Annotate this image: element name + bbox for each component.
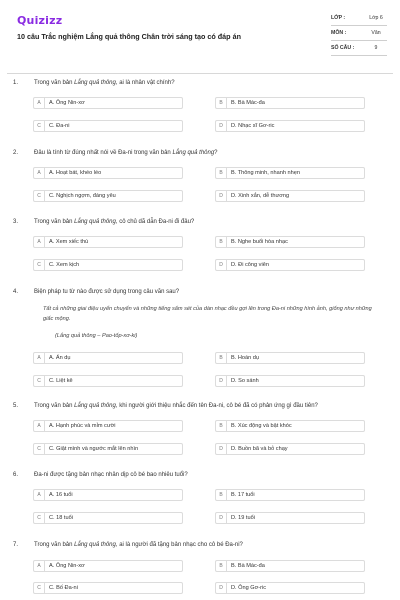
option-text: C. Đa-ni <box>49 123 70 129</box>
option-c[interactable] <box>33 375 183 387</box>
option-b[interactable] <box>215 236 365 248</box>
question-text <box>34 80 175 86</box>
option-text: B. Bà Mác-đa <box>231 100 265 106</box>
option-c[interactable] <box>33 190 183 202</box>
option-letter: C <box>34 376 45 387</box>
option-d[interactable] <box>215 375 365 387</box>
question-text <box>34 472 188 478</box>
meta-count-label: SỐ CÂU : <box>331 45 355 51</box>
option-text: D. So sánh <box>231 378 259 384</box>
option-text: A. Ông Nin-xơ <box>49 563 85 569</box>
option-letter: A <box>34 490 45 501</box>
option-a[interactable] <box>33 352 183 364</box>
option-text: B. 17 tuổi <box>231 492 255 498</box>
question-text-post: , ai là người đã tặng bản nhạc cho cô bé Đa-ni? <box>115 542 243 548</box>
option-letter: A <box>34 98 45 109</box>
option-text: A. Hạnh phúc và mỉm cười <box>49 423 116 429</box>
meta-subject-value: Văn <box>371 30 381 36</box>
option-letter: A <box>34 168 45 179</box>
option-b[interactable] <box>215 97 365 109</box>
question-text <box>34 403 318 409</box>
option-letter: B <box>216 237 227 248</box>
meta-count-row <box>331 41 387 56</box>
option-letter: A <box>34 237 45 248</box>
option-text: C. 18 tuổi <box>49 515 73 521</box>
option-a[interactable] <box>33 167 183 179</box>
option-b[interactable] <box>215 167 365 179</box>
option-letter: C <box>34 583 45 594</box>
option-letter: B <box>216 561 227 572</box>
question-text-title: Lắng quả thông <box>74 542 116 548</box>
option-letter: D <box>216 583 227 594</box>
option-a[interactable] <box>33 489 183 501</box>
meta-subject-row <box>331 26 387 41</box>
option-letter: D <box>216 191 227 202</box>
quoted-passage: Tất cả những giai điệu uyển chuyển và những tiếng sấm sét của dàn nhạc đều gợi lên trong Đa-ni những hình ảnh, giống như những giấc mộng. <box>43 306 372 322</box>
question-number: 7. <box>13 542 19 548</box>
question-number: 1. <box>13 80 19 86</box>
question-text-pre: Trong văn bản <box>34 219 75 225</box>
option-text: B. Bà Mác-đa <box>231 563 265 569</box>
option-text: C. Xem kịch <box>49 262 80 268</box>
question-text-pre: Trong văn bản <box>34 80 75 86</box>
question-text-pre: Trong văn bản <box>34 542 75 548</box>
question-text-title: Lắng quả thông <box>74 219 116 225</box>
option-letter: C <box>34 191 45 202</box>
option-b[interactable] <box>215 489 365 501</box>
quizizz-logo: Quizizz <box>17 14 63 27</box>
option-b[interactable] <box>215 420 365 432</box>
option-letter: D <box>216 121 227 132</box>
meta-count-value: 9 <box>374 45 378 51</box>
option-letter: A <box>34 421 45 432</box>
option-letter: D <box>216 444 227 455</box>
option-text: A. Ông Nin-xơ <box>49 100 85 106</box>
option-text: B. Thông minh, nhanh nhẹn <box>231 170 300 176</box>
option-text: B. Nghe buổi hòa nhạc <box>231 239 288 245</box>
option-text: A. Xem xiếc thú <box>49 239 89 245</box>
option-d[interactable] <box>215 259 365 271</box>
question-text-title: Lắng quả thông <box>74 403 116 409</box>
option-letter: B <box>216 490 227 501</box>
option-text: D. Nhạc sĩ Gơ-ric <box>231 123 275 129</box>
option-letter: D <box>216 513 227 524</box>
option-text: D. Xinh xắn, dễ thương <box>231 193 290 199</box>
option-a[interactable] <box>33 560 183 572</box>
question-number: 6. <box>13 472 19 478</box>
question-number: 3. <box>13 219 19 225</box>
option-text: C. Nghịch ngợm, đáng yêu <box>49 193 116 199</box>
option-text: A. 16 tuổi <box>49 492 73 498</box>
option-letter: B <box>216 168 227 179</box>
option-text: D. Ông Gơ-ric <box>231 585 267 591</box>
question-text <box>34 542 243 548</box>
option-text: C. Bố Đa-ni <box>49 585 78 591</box>
question-text-post: , cô chủ dã dẫn Đa-ni đi đâu? <box>115 219 195 225</box>
question-text-post: , khi người giới thiệu nhắc đến tên Đa-ni, cô bé đã có phản ứng gì đầu tiên? <box>115 403 318 409</box>
option-a[interactable] <box>33 236 183 248</box>
option-text: A. Hoạt bát, khéo léo <box>49 170 102 176</box>
meta-class-value: Lớp 6 <box>369 15 383 21</box>
option-letter: A <box>34 353 45 364</box>
question-text-pre: Đa-ni được tặng bản nhạc nhân dịp cô bé bao nhiêu tuổi? <box>34 472 188 478</box>
question-text-pre: Trong văn bản <box>34 403 75 409</box>
option-d[interactable] <box>215 512 365 524</box>
question-text-pre: Đâu là tính từ đúng nhất nói về Đa-ni trong văn bản <box>34 150 173 156</box>
option-text: C. Liệt kê <box>49 378 73 384</box>
option-letter: C <box>34 121 45 132</box>
question-text-title: Lắng quả thông <box>74 80 116 86</box>
question-text <box>34 150 218 156</box>
option-c[interactable] <box>33 120 183 132</box>
option-b[interactable] <box>215 560 365 572</box>
option-letter: A <box>34 561 45 572</box>
option-d[interactable] <box>215 443 365 455</box>
option-text: B. Hoán dụ <box>231 355 259 361</box>
worksheet-title: 10 câu Trắc nghiệm Lắng quả thông Chân trời sáng tạo có đáp án <box>17 32 241 41</box>
question-text-title: Lắng quả thông <box>172 150 215 156</box>
question-text <box>34 289 179 295</box>
meta-subject-label: MÔN : <box>331 30 347 36</box>
meta-class-label: LỚP : <box>331 15 346 21</box>
option-text: D. Buồn bã và bỏ chạy <box>231 446 288 452</box>
option-text: D. Đi công viên <box>231 262 269 268</box>
question-text-post: ? <box>214 150 218 156</box>
option-b[interactable] <box>215 352 365 364</box>
worksheet-header <box>0 0 400 70</box>
option-d[interactable] <box>215 190 365 202</box>
option-c[interactable] <box>33 443 183 455</box>
option-letter: C <box>34 260 45 271</box>
option-text: B. Xúc động và bật khóc <box>231 423 292 429</box>
option-letter: C <box>34 444 45 455</box>
option-letter: D <box>216 260 227 271</box>
option-c[interactable] <box>33 259 183 271</box>
option-text: A. Ẩn dụ <box>49 355 71 361</box>
question-text <box>34 219 194 225</box>
option-c[interactable] <box>33 512 183 524</box>
option-d[interactable] <box>215 582 365 594</box>
option-c[interactable] <box>33 582 183 594</box>
question-text-post: , ai là nhân vật chính? <box>115 80 175 86</box>
passage-source: (Lắng quả thông – Pao-tốp-xơ-ki) <box>55 333 138 339</box>
question-number: 2. <box>13 150 19 156</box>
header-divider <box>7 73 393 74</box>
option-letter: B <box>216 353 227 364</box>
option-letter: B <box>216 98 227 109</box>
question-text-pre: Biện pháp tu từ nào được sử dụng trong câu văn sau? <box>34 289 180 295</box>
option-letter: D <box>216 376 227 387</box>
question-number: 5. <box>13 403 19 409</box>
option-d[interactable] <box>215 120 365 132</box>
option-letter: C <box>34 513 45 524</box>
question-number: 4. <box>13 289 19 295</box>
option-a[interactable] <box>33 420 183 432</box>
worksheet-meta <box>331 11 387 56</box>
meta-class-row <box>331 11 387 26</box>
option-text: D. 19 tuổi <box>231 515 255 521</box>
option-a[interactable] <box>33 97 183 109</box>
option-text: C. Giật mình và ngước mắt lên nhìn <box>49 446 139 452</box>
option-letter: B <box>216 421 227 432</box>
